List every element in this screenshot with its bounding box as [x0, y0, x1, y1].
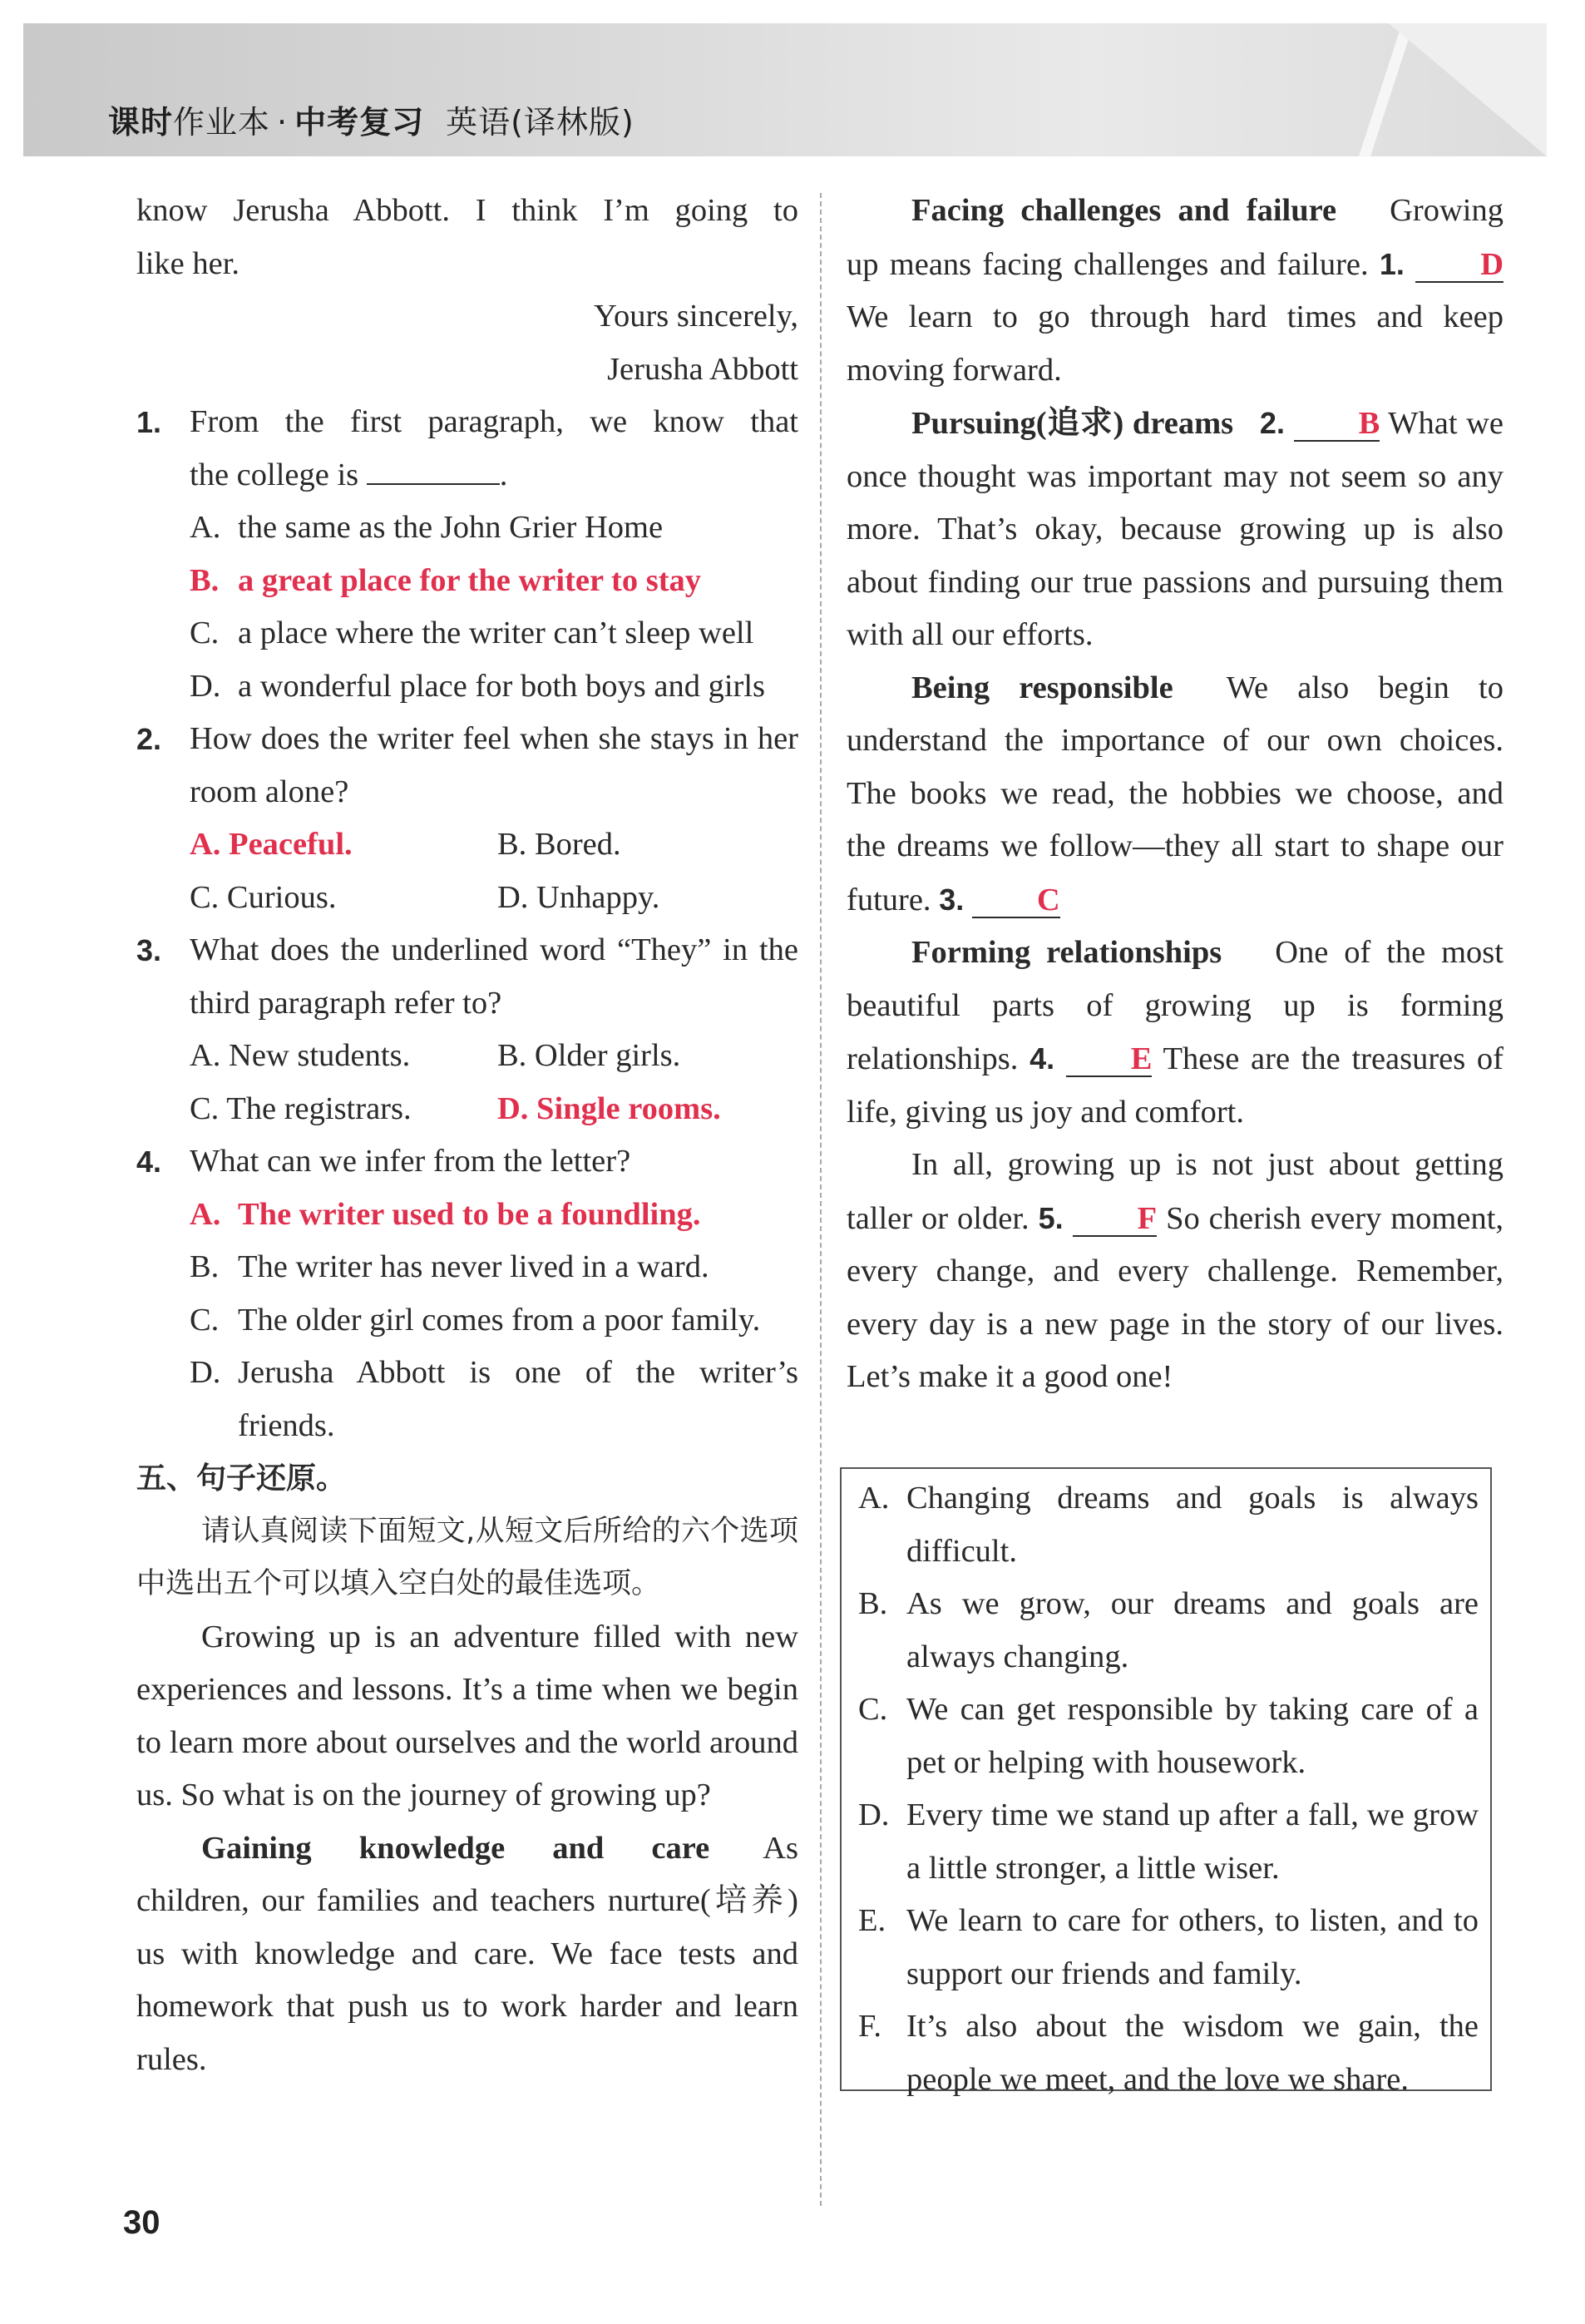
option-d: [136, 660, 798, 714]
option-text: the same as the John Grier Home: [238, 510, 664, 545]
passage-paragraph: Growing up is an adventure filled with new experiences and lessons. It’s a time when we begin to learn more about ourselves and the world around us. So what is on the journey of growing up?: [136, 1619, 798, 1812]
option-text: Every time we stand up after a fall, we grow a little stronger, a little wiser.: [906, 1797, 1479, 1886]
options-row: [136, 818, 798, 872]
blank-number: 1.: [1379, 246, 1405, 281]
answer-blank: [367, 452, 500, 485]
question-2: [136, 713, 798, 818]
option-c: C. The registrars.: [190, 1090, 412, 1126]
box-option-a: [858, 1472, 1479, 1578]
paragraph-text: What we once thought was important may not seem so any more. That’s okay, because growing up is also about finding our true passions and pursuing them with all our efforts.: [847, 406, 1504, 652]
option-a-correct: A. Peaceful.: [190, 827, 353, 862]
header-dot: ·: [277, 104, 289, 141]
passage-paragraph: [136, 1822, 798, 2087]
question-number: 1.: [136, 405, 162, 439]
option-label: E.: [858, 1903, 886, 1938]
question-number: 2.: [136, 722, 162, 756]
option-label: A.: [858, 1481, 890, 1516]
paragraph-text: These are the treasures of life, giving us joy and comfort.: [847, 1041, 1504, 1130]
option-d: D. Unhappy.: [497, 879, 660, 915]
page-number: 30: [123, 2204, 160, 2241]
section-instructions: 请认真阅读下面短文,从短文后所给的六个选项中选出五个可以填入空白处的最佳选项。: [136, 1514, 798, 1600]
paragraph-text: We also begin to understand the importance of our own choices. The books we read, the hobbies we choose, and the dreams we follow—they all start to shape our future.: [847, 670, 1504, 917]
option-label: C.: [858, 1692, 888, 1727]
option-label: B.: [858, 1586, 888, 1621]
option-b: B. Older girls.: [497, 1038, 681, 1073]
letter-line: know Jerusha Abbott. I think I’m going to: [136, 193, 798, 228]
option-b: B. Bored.: [497, 827, 621, 862]
paragraph-text: In all, growing up is not just about getting taller or older.: [847, 1147, 1504, 1236]
option-text: It’s also about the wisdom we gain, the people we meet, and the love we share.: [906, 2009, 1479, 2097]
header-series: 作业本: [173, 104, 271, 141]
option-text: As we grow, our dreams and goals are always changing.: [906, 1586, 1479, 1674]
option-label: D.: [858, 1797, 890, 1832]
option-b-correct: [136, 555, 798, 608]
option-label: C.: [190, 616, 220, 650]
box-option-b: [858, 1578, 1479, 1684]
paragraph-heading: Facing challenges and failure: [911, 193, 1337, 228]
option-c: C. Curious.: [190, 879, 337, 915]
blank-number: 4.: [1030, 1041, 1055, 1075]
paragraph-heading: Pursuing(追求) dreams: [911, 406, 1234, 441]
header-part: 中考复习: [294, 104, 425, 141]
question-text: How does the writer feel when she stays in her room alone?: [190, 721, 798, 809]
option-label: A.: [190, 1196, 221, 1232]
question-text-part: .: [499, 457, 508, 492]
option-label: C.: [190, 1302, 220, 1338]
option-a: A. New students.: [190, 1038, 411, 1073]
option-label: A.: [190, 510, 221, 545]
blank-number: 3.: [939, 882, 965, 917]
option-label: B.: [190, 1249, 220, 1284]
header-corner-decoration: [1389, 23, 1547, 156]
blank-number: 5.: [1038, 1200, 1064, 1235]
section-title: 五、句子还原。: [136, 1461, 347, 1496]
option-text: a wonderful place for both boys and girls: [238, 668, 766, 704]
question-1: [136, 396, 798, 502]
paragraph-text: Growing up means facing challenges and failure.: [847, 193, 1504, 282]
question-text: What can we infer from the letter?: [190, 1144, 631, 1179]
option-label: D.: [190, 668, 221, 704]
question-number: 3.: [136, 933, 162, 967]
question-number: 4.: [136, 1145, 162, 1179]
option-d-correct: D. Single rooms.: [497, 1090, 721, 1126]
options-row: [136, 1030, 798, 1083]
header-series-bold: 课时: [108, 104, 174, 141]
running-header: [108, 96, 634, 142]
question-text: What does the underlined word “They” in the third paragraph refer to?: [190, 932, 798, 1021]
option-text: a great place for the writer to stay: [238, 562, 702, 598]
box-option-c: [858, 1684, 1479, 1789]
option-label: B.: [190, 562, 220, 598]
left-column: [136, 185, 798, 2086]
blank-answer: B: [1294, 407, 1380, 442]
options-row: [136, 872, 798, 925]
option-text: Jerusha Abbott is one of the writer’s friends.: [238, 1355, 798, 1443]
option-text: The older girl comes from a poor family.: [238, 1302, 761, 1338]
option-text: We learn to care for others, to listen, and to support our friends and family.: [906, 1903, 1479, 1991]
passage-paragraph: [847, 927, 1504, 1139]
header-subject: 英语(译林版): [446, 104, 634, 141]
passage-paragraph: [847, 1139, 1504, 1404]
question-text: From the first paragraph, we know that: [190, 404, 798, 439]
question-4: [136, 1135, 798, 1189]
paragraph-heading: Gaining knowledge and care: [201, 1830, 710, 1866]
right-column: [847, 185, 1504, 1404]
column-divider: [820, 193, 822, 2206]
question-text-part: the college is: [190, 457, 359, 492]
blank-answer: E: [1066, 1042, 1153, 1077]
paragraph-text: As children, our families and teachers nurture(培养) us with knowledge and care. We face tests and homework that push us to work harder and learn rules.: [136, 1830, 798, 2077]
passage-paragraph: [847, 185, 1504, 397]
options-box: [840, 1467, 1492, 2097]
paragraph-heading: Forming relationships: [911, 935, 1222, 970]
option-a-correct: [136, 1189, 798, 1242]
option-text: Changing dreams and goals is always difficult.: [906, 1481, 1479, 1569]
option-c: [136, 1294, 798, 1347]
option-text: The writer has never lived in a ward.: [238, 1249, 709, 1284]
paragraph-heading: Being responsible: [911, 670, 1173, 705]
letter-signature: Jerusha Abbott: [607, 351, 798, 387]
option-label: F.: [858, 2009, 881, 2044]
option-a: [136, 502, 798, 555]
passage-paragraph: [847, 662, 1504, 927]
question-3: [136, 924, 798, 1030]
option-text: The writer used to be a foundling.: [238, 1196, 701, 1232]
paragraph-text: One of the most beautiful parts of growing up is forming relationships.: [847, 935, 1504, 1076]
option-b: [136, 1241, 798, 1294]
paragraph-text: We learn to go through hard times and keep moving forward.: [847, 299, 1504, 388]
blank-answer: C: [972, 883, 1060, 918]
blank-answer: F: [1073, 1202, 1158, 1237]
box-option-f: [858, 2000, 1479, 2106]
box-option-d: [858, 1789, 1479, 1895]
blank-number: 2.: [1259, 406, 1285, 440]
letter-line: like her.: [136, 245, 240, 281]
options-row: [136, 1083, 798, 1136]
option-label: D.: [190, 1355, 221, 1390]
question-text: [190, 449, 798, 502]
option-text: a place where the writer can’t sleep well: [238, 616, 754, 650]
option-d: [136, 1347, 798, 1452]
option-c: [136, 607, 798, 660]
paragraph-text: So cherish every moment, every change, and every challenge. Remember, every day is a new page in the story of our lives. Let’s make it a good one!: [847, 1200, 1504, 1394]
blank-answer: D: [1415, 248, 1504, 283]
letter-closing: Yours sincerely,: [594, 299, 798, 334]
option-text: We can get responsible by taking care of a pet or helping with housework.: [906, 1692, 1479, 1780]
box-option-e: [858, 1895, 1479, 2000]
passage-paragraph: [847, 397, 1504, 662]
